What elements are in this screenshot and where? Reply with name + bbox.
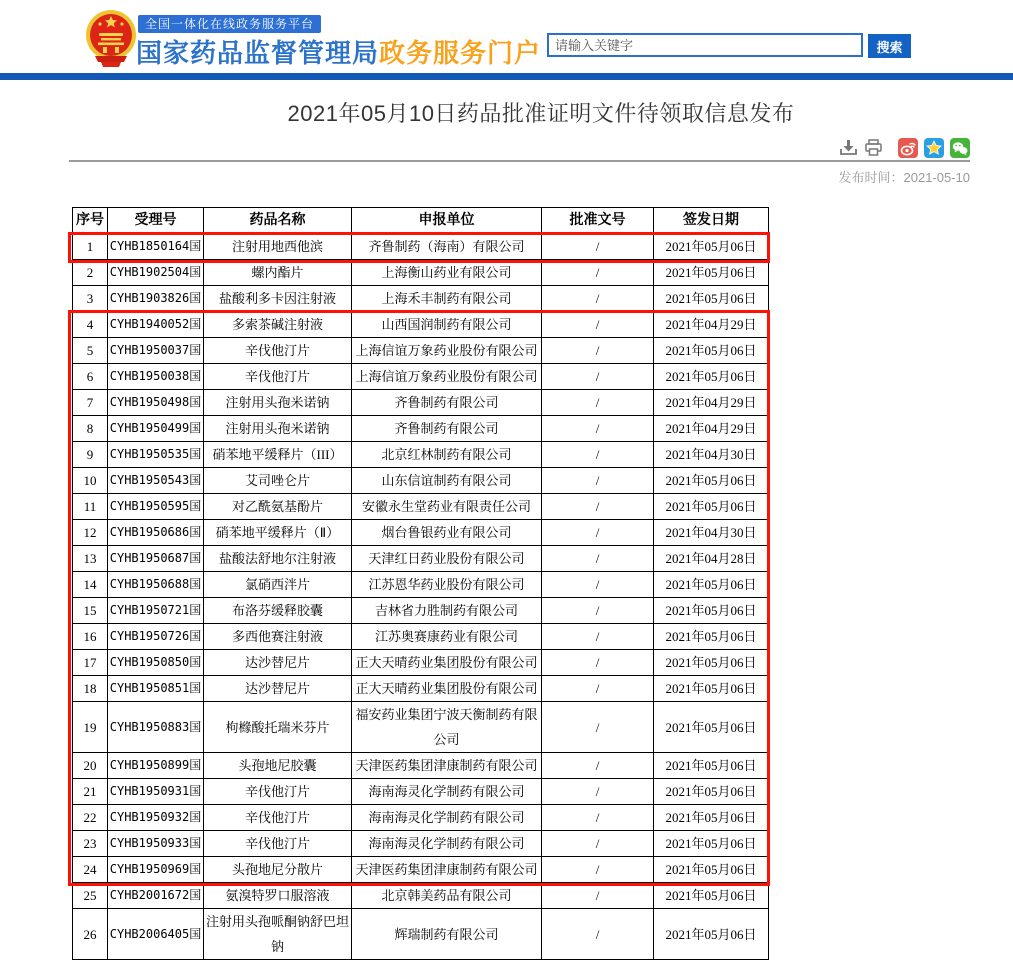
table-cell: 齐鲁制药有限公司 — [352, 390, 542, 416]
qzone-share-icon[interactable] — [924, 138, 944, 158]
weibo-share-icon[interactable] — [898, 138, 918, 158]
table-cell: 上海信谊万象药业股份有限公司 — [352, 338, 542, 364]
table-cell: 17 — [73, 650, 108, 676]
table-cell: CYHB1950883国 — [108, 702, 204, 753]
table-cell: / — [542, 676, 654, 702]
table-cell: 2021年05月06日 — [654, 624, 769, 650]
table-cell: 26 — [73, 909, 108, 960]
table-cell: / — [542, 520, 654, 546]
table-cell: CYHB1950932国 — [108, 805, 204, 831]
table-cell: 海南海灵化学制药有限公司 — [352, 779, 542, 805]
table-cell: 上海信谊万象药业股份有限公司 — [352, 364, 542, 390]
table-cell: CYHB2006405国 — [108, 909, 204, 960]
table-cell: CYHB1950543国 — [108, 468, 204, 494]
table-cell: CYHB1950686国 — [108, 520, 204, 546]
table-cell: 达沙替尼片 — [204, 650, 352, 676]
table-cell: 2 — [73, 260, 108, 286]
table-row — [73, 676, 769, 702]
table-cell: CYHB1850164国 — [108, 234, 204, 260]
table-cell: 19 — [73, 702, 108, 753]
table-cell: 多西他赛注射液 — [204, 624, 352, 650]
table-cell: 5 — [73, 338, 108, 364]
table-cell: / — [542, 831, 654, 857]
table-cell: / — [542, 857, 654, 883]
table-cell: 25 — [73, 883, 108, 909]
table-cell: 北京红林制药有限公司 — [352, 442, 542, 468]
national-emblem-logo — [85, 7, 137, 69]
site-title — [136, 33, 541, 70]
table-cell: 2021年05月06日 — [654, 909, 769, 960]
table-cell: CYHB1950931国 — [108, 779, 204, 805]
col-header-accept-no: 受理号 — [108, 208, 204, 234]
table-cell: 辛伐他汀片 — [204, 805, 352, 831]
table-cell: 氨溴特罗口服溶液 — [204, 883, 352, 909]
table-cell: 上海衡山药业有限公司 — [352, 260, 542, 286]
table-row — [73, 234, 769, 260]
page-title: 2021年05月10日药品批准证明文件待领取信息发布 — [287, 101, 795, 126]
table-row — [73, 260, 769, 286]
site-title-agency: 国家药品监督管理局 — [136, 38, 380, 68]
table-cell: CYHB1950499国 — [108, 416, 204, 442]
table-cell: CYHB1940052国 — [108, 312, 204, 338]
table-cell: 18 — [73, 676, 108, 702]
download-icon[interactable] — [839, 138, 858, 157]
table-cell: / — [542, 883, 654, 909]
table-cell: / — [542, 909, 654, 960]
table-row — [73, 442, 769, 468]
table-cell: / — [542, 805, 654, 831]
table-cell: 盐酸法舒地尔注射液 — [204, 546, 352, 572]
table-cell: 2021年04月29日 — [654, 390, 769, 416]
table-cell: CYHB1950726国 — [108, 624, 204, 650]
table-cell: / — [542, 598, 654, 624]
table-cell: / — [542, 753, 654, 779]
table-cell: 2021年05月06日 — [654, 364, 769, 390]
table-cell: 2021年04月29日 — [654, 312, 769, 338]
table-cell: / — [542, 286, 654, 312]
table-cell: CYHB1903826国 — [108, 286, 204, 312]
table-cell: 24 — [73, 857, 108, 883]
table-wrap — [72, 207, 768, 960]
table-cell: 2021年05月06日 — [654, 234, 769, 260]
table-cell: / — [542, 702, 654, 753]
table-cell: 达沙替尼片 — [204, 676, 352, 702]
table-cell: 10 — [73, 468, 108, 494]
table-cell: 2021年05月06日 — [654, 468, 769, 494]
table-cell: 齐鲁制药（海南）有限公司 — [352, 234, 542, 260]
table-row — [73, 468, 769, 494]
table-cell: / — [542, 650, 654, 676]
table-cell: CYHB1950850国 — [108, 650, 204, 676]
table-row — [73, 520, 769, 546]
table-cell: CYHB1950687国 — [108, 546, 204, 572]
table-cell: / — [542, 364, 654, 390]
table-cell: 福安药业集团宁波天衡制药有限公司 — [352, 702, 542, 753]
table-cell: 2021年05月06日 — [654, 572, 769, 598]
table-cell: / — [542, 338, 654, 364]
table-cell: 7 — [73, 390, 108, 416]
drug-approval-table — [72, 207, 769, 960]
table-cell: 2021年04月30日 — [654, 442, 769, 468]
table-cell: 8 — [73, 416, 108, 442]
table-cell: / — [542, 234, 654, 260]
table-cell: 2021年04月30日 — [654, 520, 769, 546]
table-cell: 2021年05月06日 — [654, 857, 769, 883]
table-row — [73, 805, 769, 831]
table-cell: 烟台鲁银药业有限公司 — [352, 520, 542, 546]
table-cell: 注射用头孢米诺钠 — [204, 390, 352, 416]
site-header — [0, 0, 1013, 73]
table-cell: 辛伐他汀片 — [204, 338, 352, 364]
table-cell: 山西国润制药有限公司 — [352, 312, 542, 338]
table-row — [73, 650, 769, 676]
table-row — [73, 390, 769, 416]
table-cell: 2021年05月06日 — [654, 494, 769, 520]
table-cell: 2021年05月06日 — [654, 779, 769, 805]
header-divider-bar — [0, 73, 1013, 80]
table-cell: 头孢地尼分散片 — [204, 857, 352, 883]
print-icon[interactable] — [864, 138, 883, 157]
table-cell: 辉瑞制药有限公司 — [352, 909, 542, 960]
table-cell: 盐酸利多卡因注射液 — [204, 286, 352, 312]
table-cell: / — [542, 416, 654, 442]
search-button[interactable]: 搜索 — [868, 34, 911, 58]
table-cell: 多索茶碱注射液 — [204, 312, 352, 338]
table-cell: 11 — [73, 494, 108, 520]
table-cell: 21 — [73, 779, 108, 805]
col-header-applicant: 申报单位 — [352, 208, 542, 234]
table-cell: 正大天晴药业集团股份有限公司 — [352, 650, 542, 676]
table-row — [73, 546, 769, 572]
table-cell: 2021年05月06日 — [654, 650, 769, 676]
table-cell: 2021年05月06日 — [654, 805, 769, 831]
table-cell: 江苏奥赛康药业有限公司 — [352, 624, 542, 650]
table-cell: 2021年05月06日 — [654, 883, 769, 909]
table-cell: 辛伐他汀片 — [204, 364, 352, 390]
table-cell: CYHB2001672国 — [108, 883, 204, 909]
table-header-row — [73, 208, 769, 234]
table-cell: 4 — [73, 312, 108, 338]
table-cell: 天津医药集团津康制药有限公司 — [352, 857, 542, 883]
table-cell: 海南海灵化学制药有限公司 — [352, 831, 542, 857]
site-title-portal: 政务服务门户 — [379, 38, 542, 68]
table-cell: / — [542, 779, 654, 805]
table-cell: CYHB1950721国 — [108, 598, 204, 624]
table-row — [73, 624, 769, 650]
table-cell: CYHB1950688国 — [108, 572, 204, 598]
table-cell: 注射用地西他滨 — [204, 234, 352, 260]
table-row — [73, 572, 769, 598]
table-cell: 2021年04月29日 — [654, 416, 769, 442]
table-cell: 13 — [73, 546, 108, 572]
table-row — [73, 416, 769, 442]
col-header-seq: 序号 — [73, 208, 108, 234]
table-cell: CYHB1950969国 — [108, 857, 204, 883]
table-cell: 布洛芬缓释胶囊 — [204, 598, 352, 624]
table-cell: 螺内酯片 — [204, 260, 352, 286]
table-cell: 2021年05月06日 — [654, 598, 769, 624]
wechat-share-icon[interactable] — [950, 138, 970, 158]
table-cell: 头孢地尼胶囊 — [204, 753, 352, 779]
table-row — [73, 494, 769, 520]
table-cell: 对乙酰氨基酚片 — [204, 494, 352, 520]
col-header-issue-date: 签发日期 — [654, 208, 769, 234]
search-input[interactable] — [547, 33, 863, 57]
table-cell: 注射用头孢哌酮钠舒巴坦钠 — [204, 909, 352, 960]
table-cell: 硝苯地平缓释片（III） — [204, 442, 352, 468]
table-cell: 氯硝西泮片 — [204, 572, 352, 598]
table-row — [73, 831, 769, 857]
table-cell: 22 — [73, 805, 108, 831]
table-row — [73, 753, 769, 779]
table-cell: 辛伐他汀片 — [204, 779, 352, 805]
table-cell: 23 — [73, 831, 108, 857]
table-cell: / — [542, 468, 654, 494]
table-cell: 辛伐他汀片 — [204, 831, 352, 857]
table-cell: 注射用头孢米诺钠 — [204, 416, 352, 442]
table-cell: 12 — [73, 520, 108, 546]
table-cell: / — [542, 546, 654, 572]
table-cell: / — [542, 624, 654, 650]
table-cell: 正大天晴药业集团股份有限公司 — [352, 676, 542, 702]
table-cell: / — [542, 572, 654, 598]
table-cell: 6 — [73, 364, 108, 390]
table-cell: CYHB1950038国 — [108, 364, 204, 390]
table-cell: 齐鲁制药有限公司 — [352, 416, 542, 442]
table-cell: 上海禾丰制药有限公司 — [352, 286, 542, 312]
table-cell: 2021年05月06日 — [654, 753, 769, 779]
table-cell: CYHB1950595国 — [108, 494, 204, 520]
table-cell: / — [542, 260, 654, 286]
table-cell: 江苏恩华药业股份有限公司 — [352, 572, 542, 598]
table-cell: 20 — [73, 753, 108, 779]
table-cell: 15 — [73, 598, 108, 624]
table-cell: CYHB1950037国 — [108, 338, 204, 364]
table-cell: 艾司唑仑片 — [204, 468, 352, 494]
table-cell: 9 — [73, 442, 108, 468]
table-row — [73, 286, 769, 312]
table-cell: 2021年05月06日 — [654, 338, 769, 364]
table-cell: CYHB1950899国 — [108, 753, 204, 779]
col-header-drug-name: 药品名称 — [204, 208, 352, 234]
table-cell: / — [542, 442, 654, 468]
table-cell: 枸橼酸托瑞米芬片 — [204, 702, 352, 753]
table-cell: CYHB1950498国 — [108, 390, 204, 416]
table-cell: 山东信谊制药有限公司 — [352, 468, 542, 494]
table-cell: 2021年05月06日 — [654, 831, 769, 857]
table-cell: 北京韩美药品有限公司 — [352, 883, 542, 909]
table-row — [73, 312, 769, 338]
table-cell: 16 — [73, 624, 108, 650]
table-cell: 1 — [73, 234, 108, 260]
table-cell: 14 — [73, 572, 108, 598]
table-cell: 2021年05月06日 — [654, 676, 769, 702]
table-cell: 硝苯地平缓释片（Ⅱ） — [204, 520, 352, 546]
table-cell: 2021年05月06日 — [654, 260, 769, 286]
table-cell: / — [542, 494, 654, 520]
divider-line — [69, 160, 970, 162]
col-header-approval: 批准文号 — [542, 208, 654, 234]
table-row — [73, 702, 769, 753]
share-toolbar — [839, 137, 970, 158]
table-cell: 海南海灵化学制药有限公司 — [352, 805, 542, 831]
table-cell: CYHB1950535国 — [108, 442, 204, 468]
table-cell: 2021年04月28日 — [654, 546, 769, 572]
table-cell: 2021年05月06日 — [654, 286, 769, 312]
table-row — [73, 364, 769, 390]
table-row — [73, 779, 769, 805]
table-cell: CYHB1950851国 — [108, 676, 204, 702]
table-cell: 天津红日药业股份有限公司 — [352, 546, 542, 572]
publish-time: 发布时间：2021-05-10 — [838, 170, 970, 185]
table-cell: CYHB1902504国 — [108, 260, 204, 286]
table-cell: 安徽永生堂药业有限责任公司 — [352, 494, 542, 520]
table-row — [73, 909, 769, 960]
platform-badge: 全国一体化在线政务服务平台 — [138, 15, 321, 33]
table-cell: 3 — [73, 286, 108, 312]
table-row — [73, 598, 769, 624]
table-cell: / — [542, 312, 654, 338]
table-cell: / — [542, 390, 654, 416]
table-cell: CYHB1950933国 — [108, 831, 204, 857]
table-row — [73, 883, 769, 909]
table-row — [73, 338, 769, 364]
table-row — [73, 857, 769, 883]
table-cell: 吉林省力胜制药有限公司 — [352, 598, 542, 624]
table-body — [73, 234, 769, 960]
table-cell: 天津医药集团津康制药有限公司 — [352, 753, 542, 779]
table-cell: 2021年05月06日 — [654, 702, 769, 753]
